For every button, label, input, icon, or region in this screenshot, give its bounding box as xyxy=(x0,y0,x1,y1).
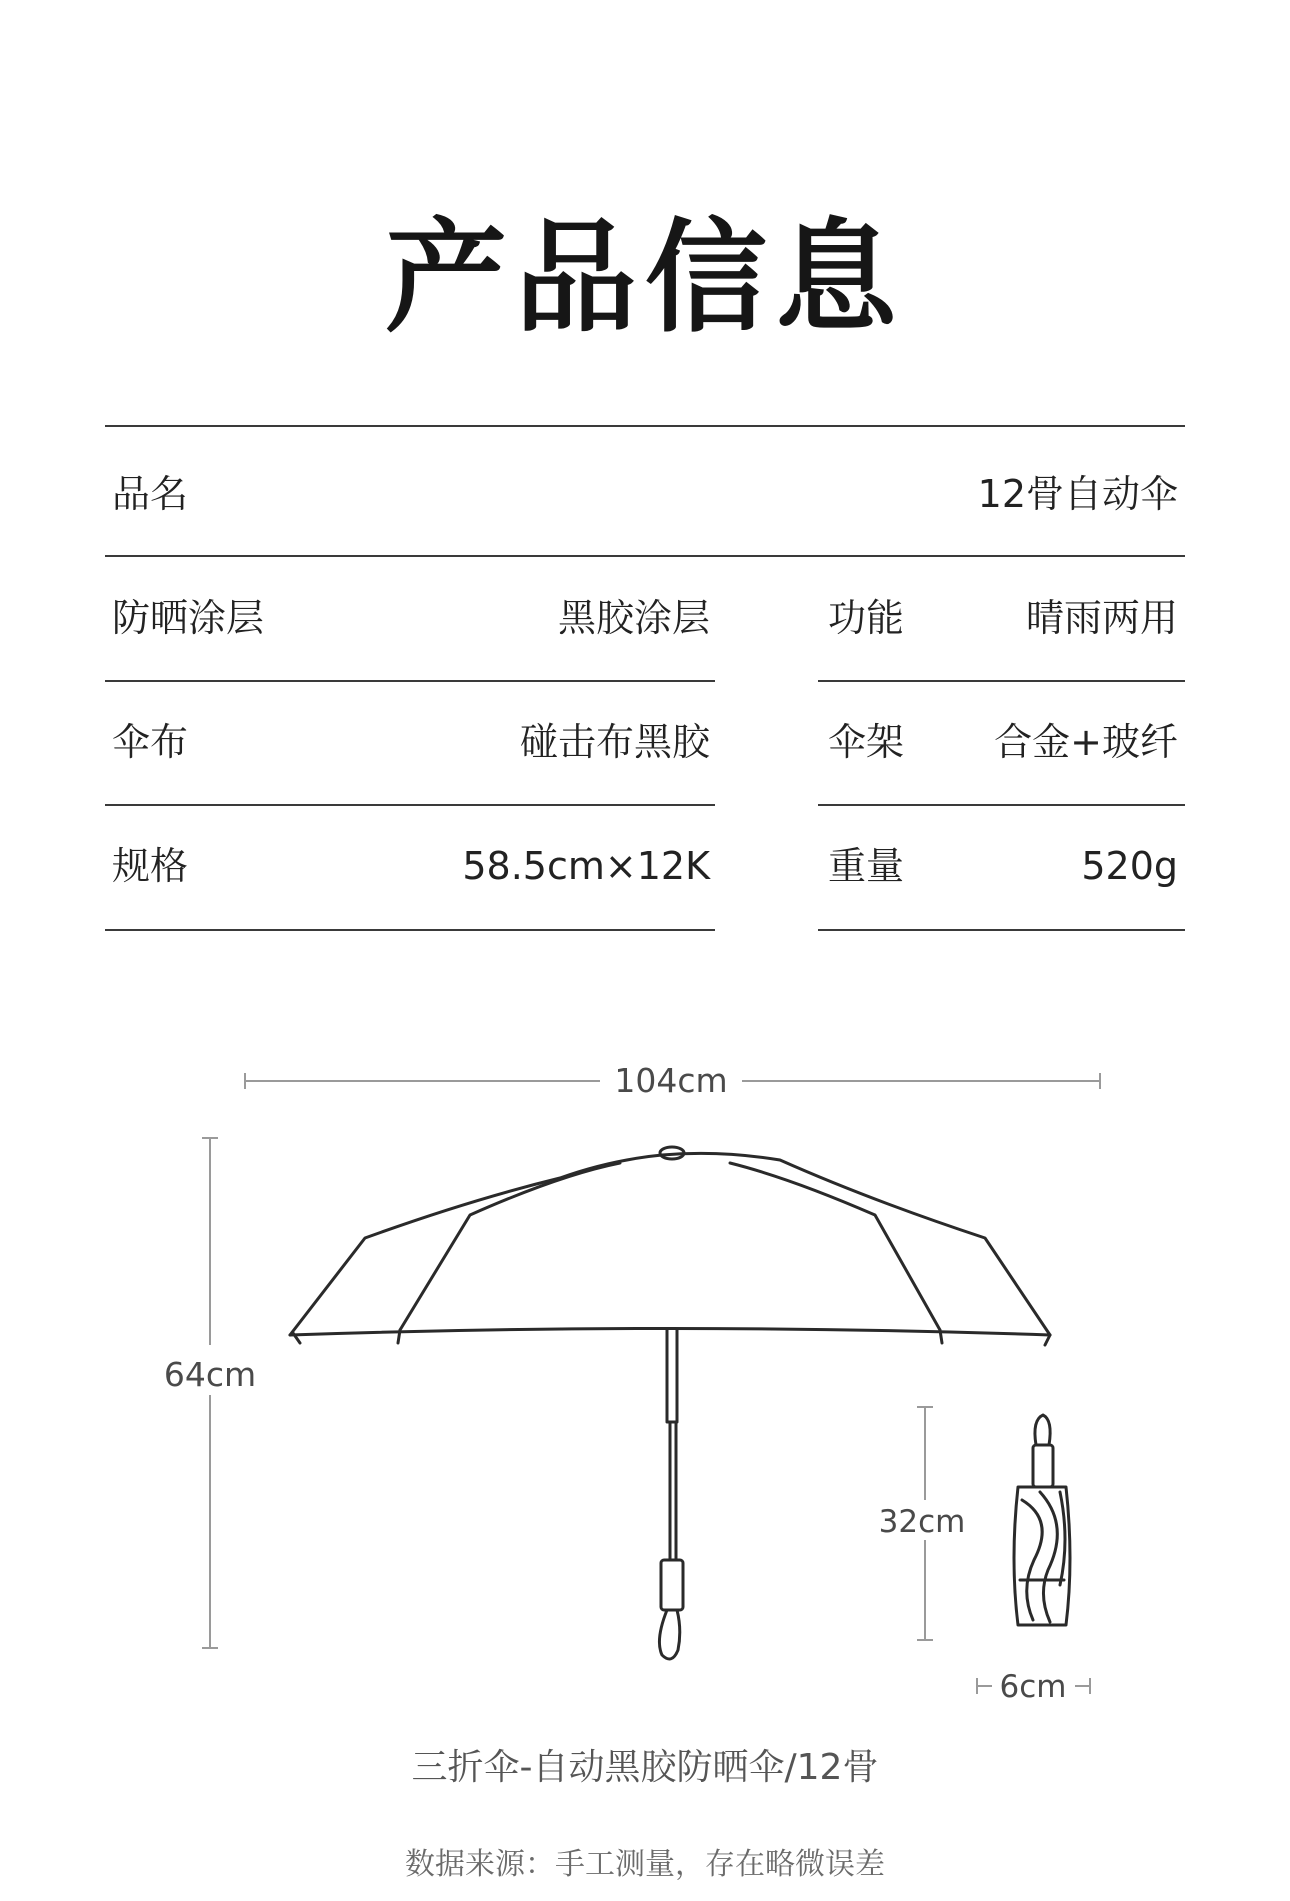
product-caption: 三折伞-自动黑胶防晒伞/12骨 xyxy=(411,1747,879,1788)
spec-value-fabric: 碰击布黑胶 xyxy=(519,720,710,764)
folded-umbrella-icon xyxy=(1014,1415,1070,1625)
page-title: 产品信息 xyxy=(385,207,905,349)
open-width-label: 104cm xyxy=(614,1061,728,1100)
spec-value-name: 12骨自动伞 xyxy=(977,472,1178,516)
folded-width-label: 6cm xyxy=(999,1669,1067,1705)
spec-value-frame: 合金+玻纤 xyxy=(994,720,1178,764)
spec-label-name: 品名 xyxy=(112,472,189,516)
spec-label-size: 规格 xyxy=(112,844,189,888)
spec-value-function: 晴雨两用 xyxy=(1025,596,1178,640)
measurement-footnote: 数据来源：手工测量，存在略微误差 xyxy=(405,1847,885,1882)
spec-label-function: 功能 xyxy=(828,596,905,640)
spec-label-fabric: 伞布 xyxy=(112,720,189,764)
folded-length-label: 32cm xyxy=(878,1504,966,1540)
spec-label-coating: 防晒涂层 xyxy=(112,596,265,640)
spec-label-frame: 伞架 xyxy=(828,720,905,764)
spec-value-weight: 520g xyxy=(1081,844,1178,888)
spec-value-coating: 黑胶涂层 xyxy=(557,596,710,640)
open-umbrella-icon xyxy=(290,1147,1050,1659)
spec-label-weight: 重量 xyxy=(828,844,905,888)
spec-value-size: 58.5cm×12K xyxy=(462,844,710,888)
open-height-label: 64cm xyxy=(163,1355,257,1394)
